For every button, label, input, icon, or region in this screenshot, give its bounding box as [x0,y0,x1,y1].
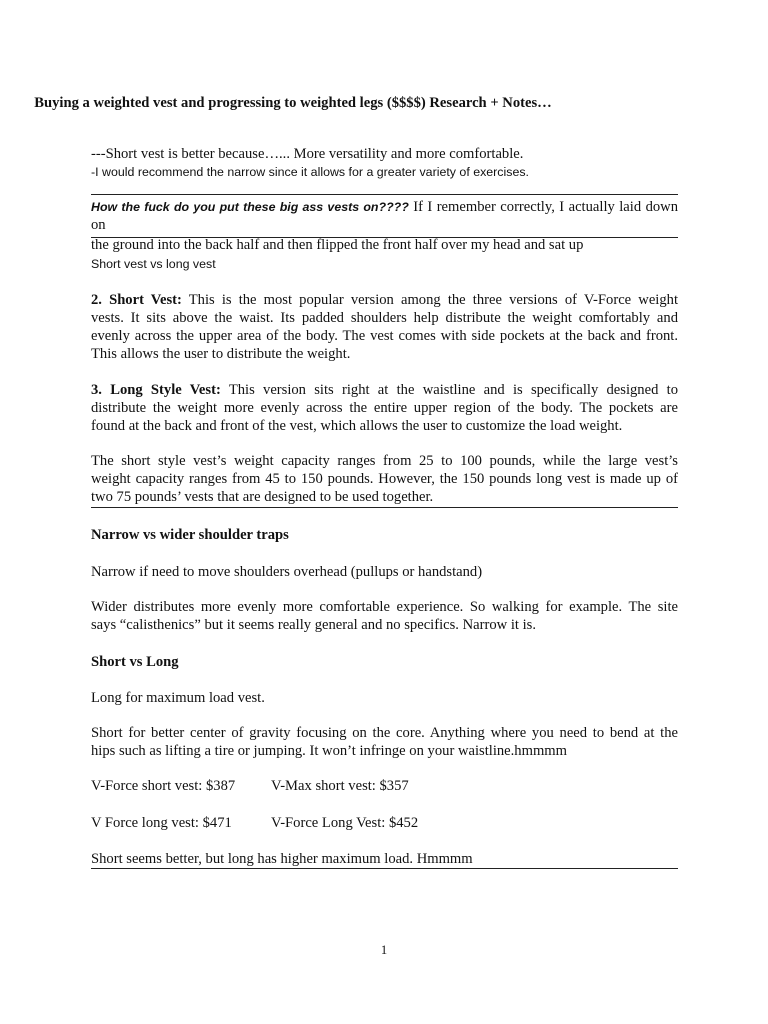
capacity-line-1: The short style vest’s weight capacity ranges from 25 to 100 pounds, while the large vest’s [91,453,678,469]
short-long-short-line-1: Short for better center of gravity focusing on the core. Anything where you need to bend at the [91,725,678,741]
long-vest-line-2: distribute the weight more evenly across the entire upper region of the body. The pockets are [91,400,678,416]
vest-answer-part-1: If I remember correctly, I actually laid down on [91,199,679,233]
short-long-long: Long for maximum load vest. [91,690,265,706]
short-vest-line-1: 2. Short Vest: This is the most popular version among the three versions of V-Force weight [91,292,678,308]
divider-bottom [91,237,678,238]
subheading-short-vs-long-vest: Short vest vs long vest [91,257,216,271]
divider-capacity [91,507,678,508]
price-vmax-short: V-Max short vest: $357 [271,778,409,794]
capacity-line-2: weight capacity ranges from 45 to 150 pounds. However, the 150 pounds long vest is made up of [91,471,678,487]
intro-line-2: -I would recommend the narrow since it allows for a greater variety of exercises. [91,165,529,179]
long-vest-paragraph [91,381,678,435]
vest-answer-part-2: the ground into the back half and then flipped the front half over my head and sat up [91,237,584,253]
capacity-line-3: two 75 pounds’ vests that are designed to be used together. [91,489,434,505]
divider-conclusion [91,868,678,869]
traps-heading: Narrow vs wider shoulder traps [91,527,289,543]
long-vest-line-3: found at the back and front of the vest, which allows the user to customize the load weight. [91,418,623,434]
short-vest-line-3: evenly across the upper area of the body. The vest comes with side pockets at the back and front. [91,328,678,344]
document-title: Buying a weighted vest and progressing to weighted legs ($$$$) Research + Notes… [34,95,552,111]
traps-wider-line-2: says “calisthenics” but it seems really general and no specifics. Narrow it is. [91,617,536,633]
price-vforce-short: V-Force short vest: $387 [91,778,236,794]
short-long-short-line-2: hips such as lifting a tire or jumping. It won’t infringe on your waistline.hmmmm [91,743,567,759]
short-vest-line-4: This allows the user to distribute the weight. [91,346,351,362]
conclusion: Short seems better, but long has higher maximum load. Hmmmm [91,851,473,867]
short-vest-paragraph [91,291,678,363]
vest-question-line-1 [91,198,678,234]
page-number: 1 [380,943,388,957]
traps-wider-paragraph [91,598,678,634]
traps-wider-line-1: Wider distributes more evenly more comfortable experience. So walking for example. The site [91,599,678,615]
long-vest-line-1: 3. Long Style Vest: This version sits right at the waistline and is specifically designed to [91,382,678,398]
capacity-paragraph [91,452,678,506]
price-vforce-long: V Force long vest: $471 [91,815,232,831]
divider-top [91,194,678,195]
short-vest-line-2: vests. It sits above the waist. Its padded shoulders help distribute the weight comfortably and [91,310,678,326]
vest-question-block [91,198,678,254]
vest-question: How the fuck do you put these big ass vests on???? [91,200,409,214]
intro-line-1: ---Short vest is better because…... More versatility and more comfortable. [91,146,524,162]
long-vest-label: 3. Long Style Vest: [91,382,221,398]
short-long-heading: Short vs Long [91,654,179,670]
traps-narrow: Narrow if need to move shoulders overhead (pullups or handstand) [91,564,483,580]
price-vforce-long-2: V-Force Long Vest: $452 [271,815,419,831]
short-vest-label: 2. Short Vest: [91,292,182,308]
short-long-short-paragraph [91,724,678,760]
